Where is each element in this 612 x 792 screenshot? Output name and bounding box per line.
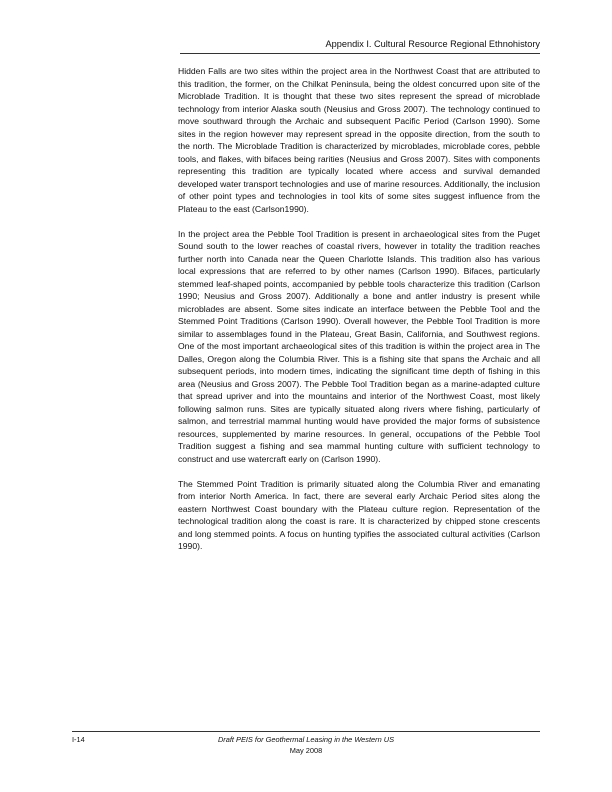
footer-date: May 2008 xyxy=(289,746,323,755)
running-header: Appendix I. Cultural Resource Regional Ethnohistory xyxy=(325,39,540,49)
page-number: I-14 xyxy=(72,735,85,744)
footer-document-title: Draft PEIS for Geothermal Leasing in the Western US xyxy=(217,735,395,744)
header-divider xyxy=(180,53,540,54)
paragraph-pebble-tool-tradition: In the project area the Pebble Tool Tradition is present in archaeological sites from the Puget Sound south to the lower reaches of coastal rivers, however in totality the tradition reaches further north into Canada near the Queen Charlotte Islands. This tradition also has various local expressions that are referred to by other names (Carlson 1990). Bifaces, particularly stemmed leaf-shaped points, accompanied by pebble tools characterize this tradition (Carlson 1990; Neusius and Gross 2007). Additionally a bone and antler industry is present while microblades are absent. Some sites indicate an interface between the Pebble Tool and the Stemmed Point Traditions (Carlson 1990). Overall however, the Pebble Tool Tradition is more similar to assemblages found in the Plateau, Great Basin, California, and Southwest regions. One of the most important archaeological sites of this tradition is within the project area in The Dalles, Oregon along the Columbia River. This is a fishing site that spans the Archaic and all subsequent periods, into modern times, indicating the significant time depth of fishing in this area (Neusius and Gross 2007). The Pebble Tool Tradition began as a marine-adapted culture that spread upriver and into the mountains and interior of the Northwest Coast, most likely following salmon runs. Sites are typically situated along rivers where fishing, particularly of salmon, and terrestrial mammal hunting would have provided the major forms of subsistence resources, supplemented by marine resources. In general, occupations of the Pebble Tool Tradition suggest a fishing and sea mammal hunting culture with sufficient technology to construct and use watercraft early on (Carlson 1990). xyxy=(178,228,540,464)
paragraph-stemmed-point-tradition: The Stemmed Point Tradition is primarily situated along the Columbia River and emanating from interior North America. In fact, there are several early Archaic Period sites along the eastern Northwest Coast boundary with the Plateau culture region. Representation of the technological tradition along the coast is rare. It is characterized by chipped stone crescents and long stemmed points. A focus on hunting typifies the associated cultural activities (Carlson 1990). xyxy=(178,478,540,551)
footer-divider xyxy=(72,731,540,732)
document-body xyxy=(178,65,540,565)
paragraph-microblade-tradition: Hidden Falls are two sites within the project area in the Northwest Coast that are attributed to this tradition, the former, on the Chilkat Peninsula, being the oldest concurred upon site of the Microblade Tradition. It is thought that these two sites represent the spread of microblade technology from interior Alaska south (Neusius and Gross 2007). The technology continued to move southward through the Archaic and subsequent Pacific Period (Carlson 1990). Some sites in the region however may represent spread in the opposite direction, from the south to the north. The Microblade Tradition is characterized by microblades, microblade cores, pebble tools, and flakes, with bifaces being rarities (Neusius and Gross 2007). Sites with components representing this tradition are typically located where access and survival demanded developed water transport technologies and use of marine resources. Additionally, the inclusion of other point types and technologies in tool kits of some sites suggest influence from the Plateau to the east (Carlson1990). xyxy=(178,66,540,214)
